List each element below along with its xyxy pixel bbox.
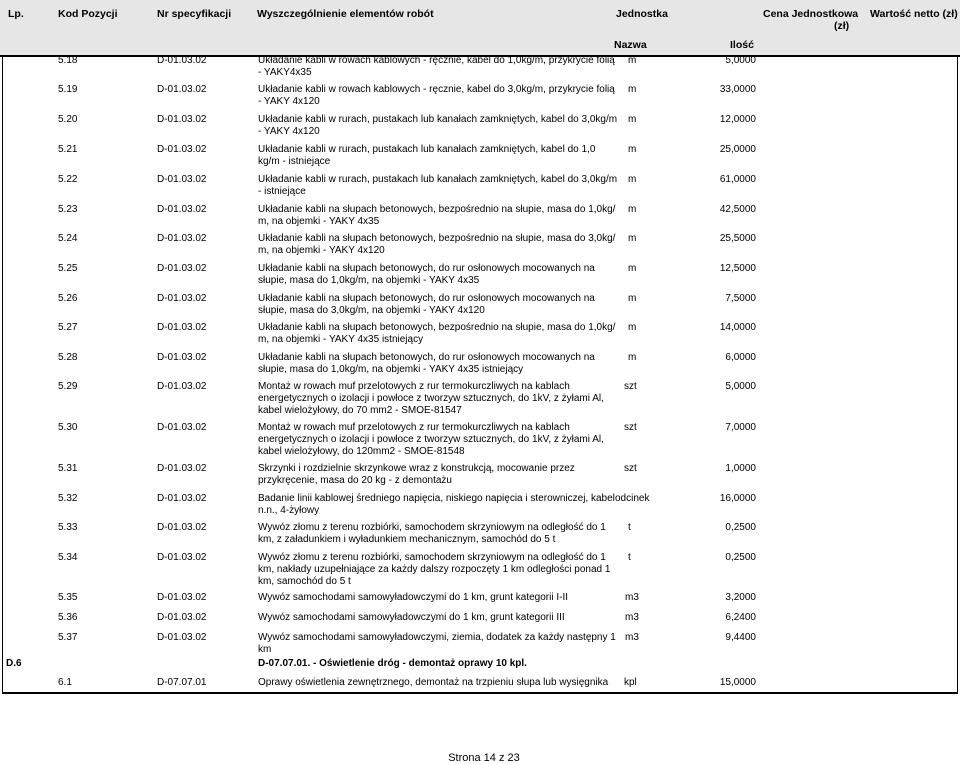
row-quantity: 0,2500	[725, 522, 756, 533]
row-unit: szt	[624, 422, 637, 433]
row-kod: 5.20	[58, 114, 78, 125]
page-footer	[0, 752, 960, 764]
row-quantity: 33,0000	[719, 84, 756, 95]
row-kod: 5.23	[58, 204, 78, 215]
row-unit: szt	[624, 381, 637, 392]
row-description: Wywóz złomu z terenu rozbiórki, samochodem skrzyniowym na odległość do 1 km, nakłady uzupełniające za każdy dalszy rozpoczęty 1 km odległości ponad 1 km, samochód do 5 t	[258, 552, 611, 587]
row-unit: m	[628, 263, 637, 274]
row-unit: m	[628, 352, 637, 363]
row-quantity: 7,0000	[725, 422, 756, 433]
row-description: Wywóz samochodami samowyładowczymi do 1 km, grunt kategorii III	[258, 612, 565, 623]
row-spec: D-01.03.02	[157, 592, 207, 603]
row-spec: D-07.07.01	[157, 677, 207, 688]
row-kod: 5.22	[58, 174, 78, 185]
header-nazwa: Nazwa	[614, 39, 647, 51]
row-quantity: 3,2000	[725, 592, 756, 603]
page-number: Strona 14 z 23	[448, 752, 520, 764]
row-description: Układanie kabli w rurach, pustakach lub kanałach zamkniętych, kabel do 1,0 kg/m - istniejące	[258, 144, 596, 167]
row-description: Badanie linii kablowej średniego napięcia, niskiego napięcia i sterowniczej, kabel n.n., 4-żyłowy	[258, 493, 615, 516]
row-description: Układanie kabli na słupach betonowych, do rur osłonowych mocowanych na słupie, masa do 3,0kg/m, na objemki - YAKY 4x120	[258, 293, 595, 316]
row-unit: m	[628, 204, 637, 215]
row-unit: m	[628, 114, 637, 125]
table-header	[0, 0, 960, 57]
row-kod: 5.36	[58, 612, 78, 623]
row-quantity: 14,0000	[719, 322, 756, 333]
row-unit: m	[628, 144, 637, 155]
section-lp: D.6	[6, 658, 22, 669]
row-unit: m	[628, 84, 637, 95]
row-spec: D-01.03.02	[157, 612, 207, 623]
row-description: Układanie kabli na słupach betonowych, bezpośrednio na słupie, masa do 1,0kg/ m, na objemki - YAKY 4x35	[258, 204, 616, 227]
row-quantity: 25,0000	[719, 144, 756, 155]
header-wartosc-netto: Wartość netto (zł)	[870, 8, 958, 20]
row-description: Oprawy oświetlenia zewnętrznego, demontaż na trzpieniu słupa lub wysięgnika	[258, 677, 609, 688]
row-spec: D-01.03.02	[157, 144, 207, 155]
header-jednostka: Jednostka	[616, 8, 668, 20]
row-description: Układanie kabli w rurach, pustakach lub kanałach zamkniętych, kabel do 3,0kg/m - YAKY 4x120	[258, 114, 618, 137]
section-title: D-07.07.01. - Oświetlenie dróg - demontaż oprawy 10 kpl.	[258, 658, 527, 669]
row-spec: D-01.03.02	[157, 381, 207, 392]
row-unit: szt	[624, 463, 637, 474]
row-quantity: 7,5000	[725, 293, 756, 304]
row-unit: m	[628, 322, 637, 333]
row-spec: D-01.03.02	[157, 463, 207, 474]
row-description: Wywóz samochodami samowyładowczymi, ziemia, dodatek za każdy następny 1 km	[258, 632, 616, 655]
row-description: Układanie kabli na słupach betonowych, do rur osłonowych mocowanych na słupie, masa do 1,0kg/m, na objemki - YAKY 4x35 istniejący	[258, 352, 595, 375]
row-kod: 5.29	[58, 381, 78, 392]
row-spec: D-01.03.02	[157, 422, 207, 433]
row-quantity: 42,5000	[719, 204, 756, 215]
row-description: Układanie kabli na słupach betonowych, bezpośrednio na słupie, masa do 1,0kg/ m, na objemki - YAKY 4x35 istniejący	[258, 322, 616, 345]
header-cena-jednostkowa: Cena Jednostkowa	[763, 8, 859, 20]
table-body	[2, 55, 958, 694]
row-description: Wywóz złomu z terenu rozbiórki, samochodem skrzyniowym na odległość do 1 km, z załadunkiem i wyładunkiem mechanicznym, samochód do 5 t	[258, 522, 606, 545]
header-lp: Lp.	[8, 8, 24, 20]
row-kod: 5.30	[58, 422, 78, 433]
row-kod: 5.24	[58, 233, 78, 244]
row-kod: 5.27	[58, 322, 78, 333]
row-unit: m	[628, 233, 637, 244]
row-kod: 5.18	[58, 55, 78, 66]
row-spec: D-01.03.02	[157, 352, 207, 363]
row-unit: m	[628, 293, 637, 304]
row-spec: D-01.03.02	[157, 322, 207, 333]
row-spec: D-01.03.02	[157, 493, 207, 504]
row-quantity: 12,0000	[719, 114, 756, 125]
row-quantity: 61,0000	[719, 174, 756, 185]
row-unit: t	[628, 552, 631, 563]
row-description: Układanie kabli na słupach betonowych, bezpośrednio na słupie, masa do 3,0kg/ m, na objemki - YAKY 4x120	[258, 233, 616, 256]
row-kod: 5.25	[58, 263, 78, 274]
row-quantity: 1,0000	[725, 463, 756, 474]
row-quantity: 16,0000	[719, 493, 756, 504]
row-spec: D-01.03.02	[157, 174, 207, 185]
row-description: Układanie kabli w rurach, pustakach lub kanałach zamkniętych, kabel do 3,0kg/m - istniejące	[258, 174, 618, 197]
row-unit: kpl	[624, 677, 637, 688]
row-quantity: 15,0000	[719, 677, 756, 688]
row-quantity: 25,5000	[719, 233, 756, 244]
row-kod: 5.35	[58, 592, 78, 603]
row-quantity: 9,4400	[725, 632, 756, 643]
row-kod: 5.33	[58, 522, 78, 533]
row-quantity: 12,5000	[719, 263, 756, 274]
row-description: Układanie kabli w rowach kablowych - ręcznie, kabel do 3,0kg/m, przykrycie folią - YAKY 4x120	[258, 84, 615, 107]
row-kod: 5.34	[58, 552, 78, 563]
row-unit: m3	[625, 612, 639, 623]
row-description: Montaż w rowach muf przelotowych z rur termokurczliwych na kablach energetycznych o izolacji i powłoce z tworzyw sztucznych, do 1kV, z żyłami Al, kabel wielożyłowy, do 70 mm2 - SMOE-81547	[258, 381, 604, 416]
row-description: Montaż w rowach muf przelotowych z rur termokurczliwych na kablach energetycznych o izolacji i powłoce z tworzyw sztucznych, do 1kV, z żyłami Al, kabel wielożyłowy, do 120mm2 - SMOE-81548	[258, 422, 604, 457]
row-quantity: 6,2400	[725, 612, 756, 623]
row-unit: m	[628, 55, 637, 66]
row-unit: odcinek	[615, 493, 650, 504]
header-kod-pozycji: Kod Pozycji	[58, 8, 118, 20]
row-unit: m3	[625, 632, 639, 643]
header-ilosc: Ilość	[730, 39, 754, 51]
row-spec: D-01.03.02	[157, 293, 207, 304]
row-quantity: 5,0000	[725, 55, 756, 66]
row-description: Układanie kabli na słupach betonowych, do rur osłonowych mocowanych na słupie, masa do 1,0kg/m, na objemki - YAKY 4x35	[258, 263, 595, 286]
row-spec: D-01.03.02	[157, 263, 207, 274]
row-spec: D-01.03.02	[157, 84, 207, 95]
row-kod: 5.37	[58, 632, 78, 643]
row-kod: 5.28	[58, 352, 78, 363]
row-unit: t	[628, 522, 631, 533]
row-kod: 5.19	[58, 84, 78, 95]
row-quantity: 0,2500	[725, 552, 756, 563]
row-spec: D-01.03.02	[157, 204, 207, 215]
row-description: Układanie kabli w rowach kablowych - ręcznie, kabel do 1,0kg/m, przykrycie folią - YAKY4x35	[258, 55, 615, 78]
row-spec: D-01.03.02	[157, 114, 207, 125]
row-description: Wywóz samochodami samowyładowczymi do 1 km, grunt kategorii I-II	[258, 592, 569, 603]
row-unit: m3	[625, 592, 639, 603]
row-kod: 5.21	[58, 144, 78, 155]
row-quantity: 5,0000	[725, 381, 756, 392]
header-opis: Wyszczególnienie elementów robót	[257, 8, 434, 20]
row-kod: 5.32	[58, 493, 78, 504]
row-kod: 5.31	[58, 463, 78, 474]
header-cena-unit: (zł)	[834, 20, 850, 32]
row-kod: 6.1	[58, 677, 72, 688]
row-quantity: 6,0000	[725, 352, 756, 363]
row-spec: D-01.03.02	[157, 233, 207, 244]
header-nr-specyfikacji: Nr specyfikacji	[157, 8, 232, 20]
row-spec: D-01.03.02	[157, 55, 207, 66]
row-description: Skrzynki i rozdzielnie skrzynkowe wraz z konstrukcją, mocowanie przez przykręcenie, masa do 20 kg - z demontażu	[258, 463, 575, 486]
row-spec: D-01.03.02	[157, 522, 207, 533]
row-spec: D-01.03.02	[157, 632, 207, 643]
row-spec: D-01.03.02	[157, 552, 207, 563]
row-kod: 5.26	[58, 293, 78, 304]
row-unit: m	[628, 174, 637, 185]
